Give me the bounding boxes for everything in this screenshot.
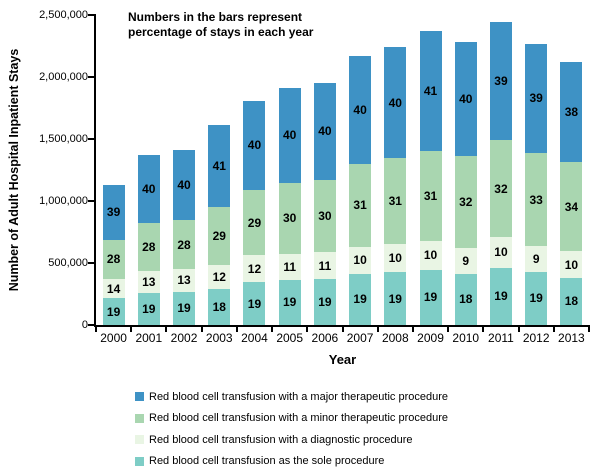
y-tick-mark	[88, 200, 94, 202]
legend-label: Red blood cell transfusion with a minor therapeutic procedure	[149, 412, 448, 425]
y-axis-title: Number of Adult Hospital Inpatient Stays	[7, 48, 21, 292]
bar-percentage-label: 14	[106, 281, 121, 296]
bar-segment	[103, 185, 125, 240]
bar-segment	[208, 207, 230, 265]
bar-percentage-label: 19	[529, 291, 543, 306]
bar-percentage-label: 10	[494, 245, 508, 260]
bar-2000	[103, 185, 125, 325]
bar-percentage-label: 10	[388, 251, 402, 266]
bar-percentage-label: 13	[142, 274, 156, 289]
bar-segment	[138, 155, 160, 223]
bar-2003	[208, 125, 230, 325]
bar-segment	[103, 298, 125, 325]
x-tick-label: 2001	[135, 331, 163, 345]
bar-segment	[490, 140, 512, 237]
bar-segment	[490, 268, 512, 325]
bar-2013	[560, 62, 582, 325]
bar-percentage-label: 40	[142, 182, 156, 197]
bar-segment	[349, 164, 371, 247]
bar-segment	[455, 274, 477, 325]
bar-segment	[384, 47, 406, 158]
bar-segment	[314, 279, 336, 325]
x-tick-label: 2007	[346, 331, 374, 345]
y-tick-label: 2,000,000	[39, 71, 88, 83]
bar-percentage-label: 29	[247, 215, 262, 230]
bar-percentage-label: 40	[318, 124, 332, 139]
bar-segment	[560, 278, 582, 325]
bar-percentage-label: 33	[529, 192, 543, 207]
legend-label: Red blood cell transfusion with a major therapeutic procedure	[149, 390, 448, 403]
x-tick-label: 2002	[170, 331, 198, 345]
bar-percentage-label: 28	[177, 237, 191, 252]
bar-percentage-label: 31	[423, 188, 438, 203]
bar-segment	[208, 289, 230, 325]
bar-segment	[279, 88, 301, 183]
bar-percentage-label: 19	[388, 291, 402, 306]
bar-segment	[208, 265, 230, 289]
bar-2009	[420, 31, 442, 325]
bar-segment	[314, 180, 336, 253]
y-tick-label: 1,000,000	[39, 195, 88, 207]
bar-2008	[384, 47, 406, 325]
bar-percentage-label: 38	[564, 105, 579, 120]
y-tick-mark	[88, 138, 94, 140]
bar-2006	[314, 83, 336, 325]
plot-area	[96, 15, 589, 325]
x-tick-label: 2000	[100, 331, 127, 345]
x-tick-label: 2003	[205, 331, 233, 345]
bar-percentage-label: 10	[423, 248, 438, 263]
x-tick-label: 2011	[488, 331, 514, 345]
bar-segment	[455, 42, 477, 156]
legend-swatch	[135, 457, 144, 466]
legend-item	[135, 386, 448, 408]
bar-segment	[490, 22, 512, 140]
legend-swatch	[135, 392, 144, 401]
legend-item	[135, 408, 448, 430]
bar-percentage-label: 19	[142, 301, 156, 316]
bar-segment	[243, 101, 265, 191]
bar-2001	[138, 155, 160, 325]
bar-segment	[279, 254, 301, 280]
bar-2005	[279, 88, 301, 325]
legend	[135, 386, 448, 472]
bar-segment	[560, 62, 582, 162]
bar-percentage-label: 31	[353, 198, 367, 213]
bar-percentage-label: 13	[177, 273, 191, 288]
bar-segment	[455, 248, 477, 274]
bar-percentage-label: 41	[212, 159, 226, 174]
bar-segment	[384, 244, 406, 272]
bar-segment	[173, 292, 195, 325]
bar-segment	[314, 83, 336, 180]
bar-percentage-label: 40	[247, 138, 262, 153]
bar-percentage-label: 18	[212, 300, 226, 315]
bar-percentage-label: 39	[106, 205, 121, 220]
x-tick-label: 2005	[276, 331, 304, 345]
bar-percentage-label: 12	[212, 270, 226, 285]
legend-item	[135, 451, 448, 473]
bar-percentage-label: 34	[564, 199, 579, 214]
bar-segment	[279, 280, 301, 325]
bar-segment	[103, 240, 125, 279]
bar-percentage-label: 39	[529, 91, 543, 106]
bar-segment	[525, 153, 547, 246]
bar-percentage-label: 40	[177, 178, 191, 193]
bar-segment	[138, 271, 160, 293]
x-tick-label: 2008	[381, 331, 409, 345]
legend-swatch	[135, 414, 144, 423]
bar-segment	[420, 151, 442, 241]
bar-percentage-label: 10	[353, 253, 367, 268]
bar-percentage-label: 30	[318, 208, 332, 223]
bar-percentage-label: 18	[564, 294, 579, 309]
bar-2007	[349, 56, 371, 325]
bar-segment	[420, 241, 442, 270]
bar-percentage-label: 28	[106, 252, 121, 267]
bar-segment	[560, 162, 582, 251]
y-tick-mark	[88, 262, 94, 264]
bar-percentage-label: 28	[142, 239, 156, 254]
x-tick-label: 2004	[241, 331, 268, 345]
y-tick-mark	[88, 324, 94, 326]
bar-percentage-label: 10	[564, 257, 579, 272]
y-tick-label: 0	[81, 319, 88, 331]
x-tick-label: 2013	[558, 331, 585, 345]
bar-segment	[279, 183, 301, 254]
legend-label: Red blood cell transfusion with a diagnostic procedure	[149, 433, 413, 446]
bar-percentage-label: 32	[494, 181, 508, 196]
y-tick-label: 500,000	[48, 257, 88, 269]
bar-2011	[490, 22, 512, 325]
bar-segment	[243, 190, 265, 255]
bar-segment	[420, 31, 442, 150]
bar-segment	[243, 282, 265, 325]
bar-2010	[455, 42, 477, 325]
bar-percentage-label: 39	[494, 74, 508, 89]
x-tick-label: 2010	[452, 331, 480, 345]
x-tick-label: 2012	[522, 331, 550, 345]
y-tick-label: 1,500,000	[39, 133, 88, 145]
bar-percentage-label: 11	[283, 259, 297, 274]
bar-segment	[525, 246, 547, 271]
bar-percentage-label: 29	[212, 229, 226, 244]
y-tick-mark	[88, 14, 94, 16]
y-tick-mark	[88, 76, 94, 78]
annotation-line-1: Numbers in the bars represent	[128, 10, 303, 24]
bar-2004	[243, 101, 265, 325]
bar-2002	[173, 150, 195, 325]
bar-2012	[525, 44, 547, 325]
bar-segment	[525, 272, 547, 325]
bar-percentage-label: 9	[532, 251, 540, 266]
y-tick-label: 2,500,000	[39, 9, 88, 21]
bar-segment	[349, 247, 371, 274]
bar-percentage-label: 19	[494, 289, 508, 304]
bar-percentage-label: 30	[282, 211, 297, 226]
bar-segment	[314, 252, 336, 279]
bar-segment	[560, 251, 582, 277]
bar-segment	[173, 220, 195, 269]
bar-percentage-label: 19	[247, 296, 262, 311]
legend-label: Red blood cell transfusion as the sole procedure	[149, 455, 385, 468]
bar-segment	[384, 272, 406, 325]
bar-segment	[243, 255, 265, 282]
bar-percentage-label: 12	[247, 261, 262, 276]
bar-percentage-label: 19	[177, 301, 191, 316]
bar-percentage-label: 40	[353, 102, 367, 117]
bar-percentage-label: 11	[318, 258, 332, 273]
bar-percentage-label: 19	[423, 290, 438, 305]
bar-percentage-label: 19	[318, 294, 332, 309]
bar-percentage-label: 18	[459, 292, 473, 307]
x-tick-label: 2009	[417, 331, 444, 345]
bar-segment	[420, 270, 442, 325]
bar-segment	[138, 293, 160, 325]
bar-segment	[384, 158, 406, 244]
legend-item	[135, 429, 448, 451]
bar-segment	[103, 279, 125, 299]
bar-percentage-label: 19	[353, 292, 367, 307]
bar-segment	[525, 44, 547, 154]
bar-segment	[349, 56, 371, 164]
bar-segment	[455, 156, 477, 247]
bar-percentage-label: 40	[282, 128, 297, 143]
bar-percentage-label: 19	[282, 295, 297, 310]
bar-segment	[138, 223, 160, 271]
bar-segment	[173, 269, 195, 292]
bar-percentage-label: 32	[459, 195, 473, 210]
bar-percentage-label: 9	[462, 253, 470, 268]
bar-segment	[349, 274, 371, 325]
x-axis-title: Year	[328, 352, 357, 367]
bar-segment	[208, 125, 230, 207]
bar-percentage-label: 41	[423, 83, 438, 98]
x-tick-label: 2006	[311, 331, 339, 345]
bar-percentage-label: 40	[459, 92, 473, 107]
bar-percentage-label: 40	[388, 95, 402, 110]
bar-percentage-label: 31	[388, 194, 402, 209]
annotation-line-2: percentage of stays in each year	[128, 25, 314, 39]
legend-swatch	[135, 435, 144, 444]
bar-segment	[173, 150, 195, 220]
bar-percentage-label: 19	[106, 304, 121, 319]
bar-segment	[490, 237, 512, 267]
